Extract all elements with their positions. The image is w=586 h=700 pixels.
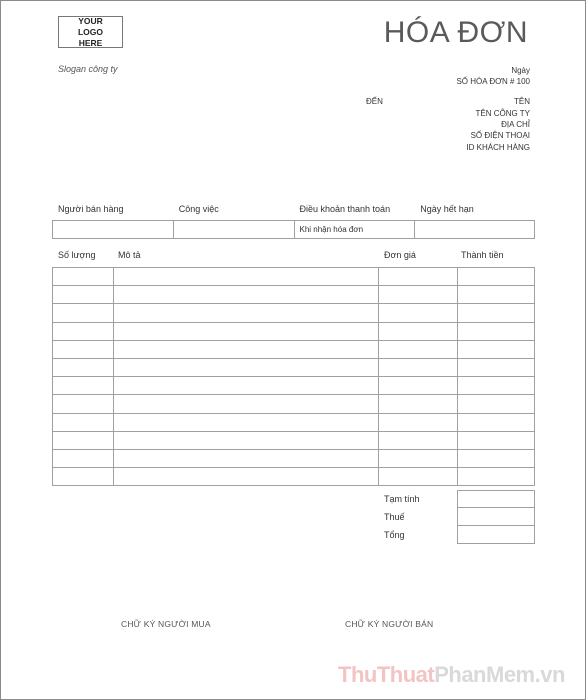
header-job: Công việc xyxy=(178,204,219,214)
cell-payment-terms[interactable]: Khi nhận hóa đơn xyxy=(294,221,414,238)
line-total-cell[interactable] xyxy=(457,395,534,412)
header-payment-terms: Điều khoản thanh toán xyxy=(299,204,391,214)
quantity-cell[interactable] xyxy=(53,268,113,285)
description-cell[interactable] xyxy=(113,395,378,412)
watermark-part-3: .vn xyxy=(534,662,565,687)
quantity-cell[interactable] xyxy=(53,414,113,431)
cell-salesperson[interactable] xyxy=(53,221,173,238)
header-unit-price: Đơn giá xyxy=(384,250,416,260)
sales-info-header xyxy=(52,204,535,220)
date-label: Ngày xyxy=(511,66,530,75)
description-cell[interactable] xyxy=(113,432,378,449)
sales-info-row xyxy=(52,220,535,239)
header-quantity: Số lượng xyxy=(58,250,96,260)
quantity-cell[interactable] xyxy=(53,323,113,340)
description-cell[interactable] xyxy=(113,359,378,376)
line-total-cell[interactable] xyxy=(457,414,534,431)
recipient-company: TÊN CÔNG TY xyxy=(475,109,530,118)
line-total-cell[interactable] xyxy=(457,432,534,449)
table-row xyxy=(53,341,534,359)
quantity-cell[interactable] xyxy=(53,377,113,394)
table-row xyxy=(53,395,534,413)
quantity-cell[interactable] xyxy=(53,304,113,321)
line-total-cell[interactable] xyxy=(457,468,534,485)
description-cell[interactable] xyxy=(113,304,378,321)
header-line-total: Thành tiền xyxy=(461,250,504,260)
buyer-signature-label: CHỮ KÝ NGƯỜI MUA xyxy=(121,619,211,629)
table-row xyxy=(53,377,534,395)
to-label: ĐẾN xyxy=(366,97,383,106)
unit-price-cell[interactable] xyxy=(378,323,457,340)
unit-price-cell[interactable] xyxy=(378,395,457,412)
table-row xyxy=(53,432,534,450)
unit-price-cell[interactable] xyxy=(378,359,457,376)
table-row xyxy=(53,450,534,468)
description-cell[interactable] xyxy=(113,286,378,303)
cell-due-date[interactable] xyxy=(414,221,534,238)
header-description: Mô tả xyxy=(118,250,141,260)
watermark-part-1: ThuThuat xyxy=(338,662,435,687)
description-cell[interactable] xyxy=(113,323,378,340)
table-row xyxy=(53,359,534,377)
description-cell[interactable] xyxy=(113,414,378,431)
line-total-cell[interactable] xyxy=(457,304,534,321)
description-cell[interactable] xyxy=(113,268,378,285)
quantity-cell[interactable] xyxy=(53,468,113,485)
header-salesperson: Người bán hàng xyxy=(58,204,124,214)
unit-price-cell[interactable] xyxy=(378,268,457,285)
line-items-header xyxy=(52,250,535,267)
tax-label: Thuế xyxy=(384,512,405,522)
recipient-name: TÊN xyxy=(514,97,530,106)
recipient-address: ĐỊA CHỈ xyxy=(501,120,530,129)
tax-row xyxy=(378,508,535,526)
table-row xyxy=(53,414,534,432)
quantity-cell[interactable] xyxy=(53,341,113,358)
unit-price-cell[interactable] xyxy=(378,432,457,449)
table-row xyxy=(53,323,534,341)
table-row xyxy=(53,304,534,322)
logo-text: YOUR LOGO HERE xyxy=(77,15,104,48)
table-row xyxy=(53,268,534,286)
line-total-cell[interactable] xyxy=(457,377,534,394)
invoice-number: SỐ HÓA ĐƠN # 100 xyxy=(456,77,530,86)
unit-price-cell[interactable] xyxy=(378,468,457,485)
quantity-cell[interactable] xyxy=(53,286,113,303)
quantity-cell[interactable] xyxy=(53,432,113,449)
unit-price-cell[interactable] xyxy=(378,286,457,303)
seller-signature-label: CHỮ KÝ NGƯỜI BÁN xyxy=(345,619,434,629)
line-total-cell[interactable] xyxy=(457,268,534,285)
company-slogan: Slogan công ty xyxy=(58,64,118,74)
total-row xyxy=(378,526,535,544)
header-due-date: Ngày hết hạn xyxy=(420,204,474,214)
subtotal-value[interactable] xyxy=(457,490,535,508)
line-total-cell[interactable] xyxy=(457,359,534,376)
sales-info-table xyxy=(52,204,535,239)
quantity-cell[interactable] xyxy=(53,395,113,412)
description-cell[interactable] xyxy=(113,377,378,394)
logo-placeholder xyxy=(58,16,123,48)
quantity-cell[interactable] xyxy=(53,359,113,376)
unit-price-cell[interactable] xyxy=(378,341,457,358)
invoice-title: HÓA ĐƠN xyxy=(383,16,528,49)
line-items-body xyxy=(52,267,535,486)
quantity-cell[interactable] xyxy=(53,450,113,467)
recipient-customer-id: ID KHÁCH HÀNG xyxy=(466,143,530,152)
total-value[interactable] xyxy=(457,526,535,544)
line-total-cell[interactable] xyxy=(457,323,534,340)
recipient-phone: SỐ ĐIỆN THOẠI xyxy=(470,131,530,140)
line-items-table xyxy=(52,250,535,486)
subtotal-label: Tạm tính xyxy=(384,494,420,504)
totals-section xyxy=(378,490,535,544)
subtotal-row xyxy=(378,490,535,508)
site-watermark xyxy=(338,662,565,688)
cell-job[interactable] xyxy=(173,221,293,238)
description-cell[interactable] xyxy=(113,450,378,467)
line-total-cell[interactable] xyxy=(457,450,534,467)
line-total-cell[interactable] xyxy=(457,341,534,358)
tax-value[interactable] xyxy=(457,508,535,526)
table-row xyxy=(53,468,534,486)
unit-price-cell[interactable] xyxy=(378,450,457,467)
description-cell[interactable] xyxy=(113,468,378,485)
unit-price-cell[interactable] xyxy=(378,304,457,321)
description-cell[interactable] xyxy=(113,341,378,358)
unit-price-cell[interactable] xyxy=(378,377,457,394)
line-total-cell[interactable] xyxy=(457,286,534,303)
total-label: Tổng xyxy=(384,530,405,540)
watermark-part-2: PhanMem xyxy=(434,662,535,687)
unit-price-cell[interactable] xyxy=(378,414,457,431)
table-row xyxy=(53,286,534,304)
